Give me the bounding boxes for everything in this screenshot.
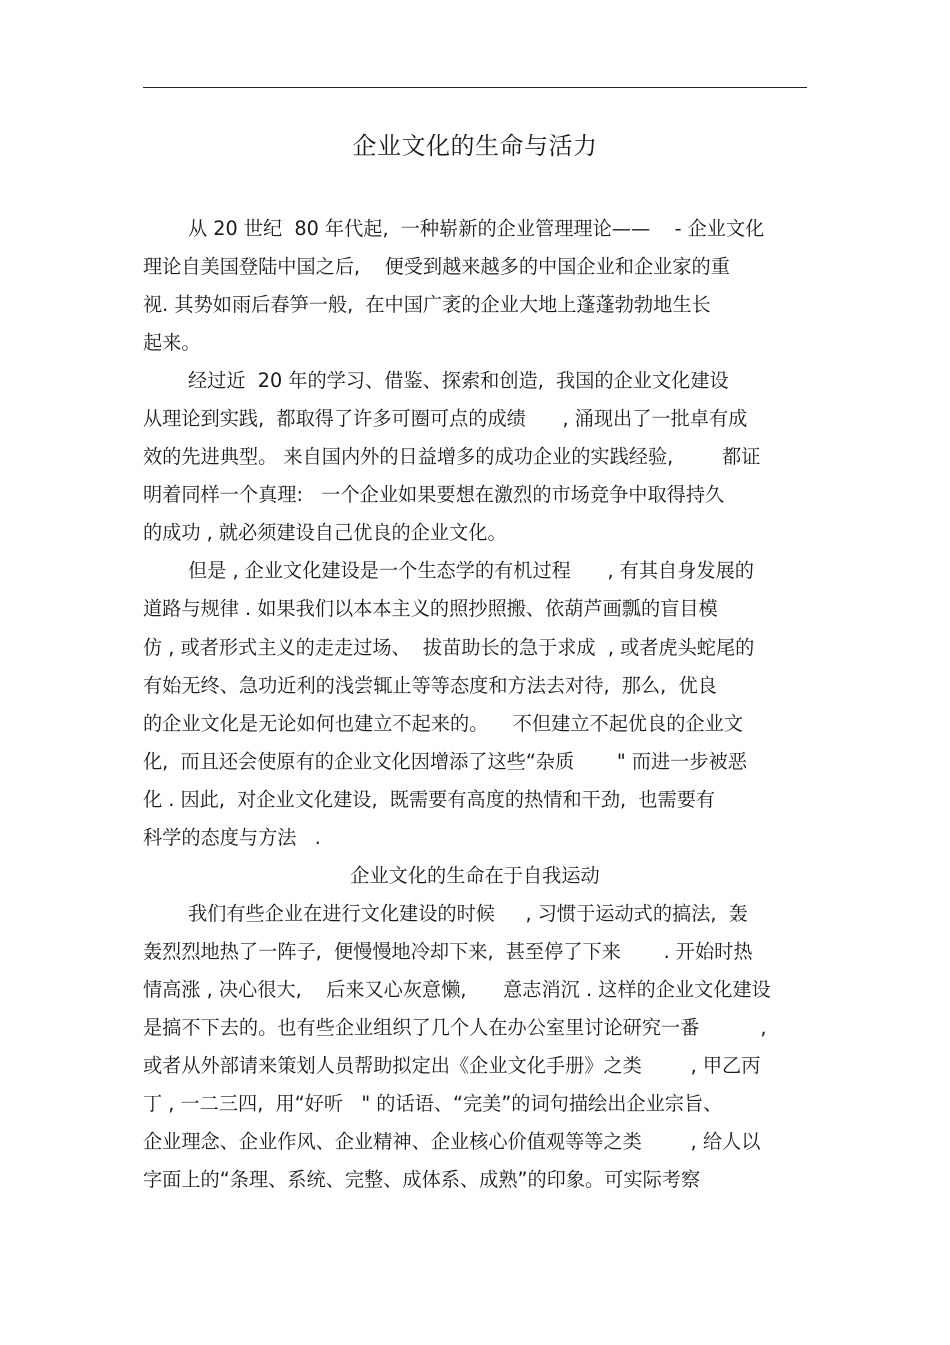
text-line: 明着同样一个真理: 一个企业如果要想在激烈的市场竞争中取得持久 xyxy=(143,483,725,507)
text-line: 轰烈烈地热了一阵子, 便慢慢地冷却下来, 甚至停了下来 . 开始时热 xyxy=(143,939,753,963)
text-line: 但是 , 企业文化建设是一个生态学的有机过程 , 有其自身发展的 xyxy=(188,559,754,583)
document-body xyxy=(143,210,807,1199)
text-line: 从理论到实践, 都取得了许多可圈可点的成绩 , 涌现出了一批卓有成 xyxy=(143,407,748,431)
text-line: 道路与规律 . 如果我们以本本主义的照抄照搬、依葫芦画瓢的盲目模 xyxy=(143,597,718,621)
section-heading: 企业文化的生命在于自我运动 xyxy=(350,863,600,887)
text-line: 化 . 因此, 对企业文化建设, 既需要有高度的热情和干劲, 也需要有 xyxy=(143,787,716,811)
text-line: 的企业文化是无论如何也建立不起来的。 不但建立不起优良的企业文 xyxy=(143,711,744,735)
text-line: 我们有些企业在进行文化建设的时候 , 习惯于运动式的搞法, 轰 xyxy=(188,901,748,925)
document-title: 企业文化的生命与活力 xyxy=(352,132,598,160)
header-rule xyxy=(143,87,807,88)
text-line: 仿 , 或者形式主义的走走过场、 拔苗助长的急于求成 , 或者虎头蛇尾的 xyxy=(143,635,755,659)
text-line: 起来。 xyxy=(143,331,201,355)
text-line: 科学的态度与方法 . xyxy=(143,825,321,849)
text-line: 有始无终、急功近利的浅尝辄止等等态度和方法去对待, 那么, 优良 xyxy=(143,673,717,697)
text-line: 从 20 世纪 80 年代起, 一种崭新的企业管理理论—— - 企业文化 xyxy=(188,217,765,240)
text-line: 企业理念、企业作风、企业精神、企业核心价值观等等之类 , 给人以 xyxy=(143,1130,761,1154)
text-line: 效的先进典型。 来自国内外的日益增多的成功企业的实践经验, 都证 xyxy=(143,445,761,469)
text-line: 视. 其势如雨后春笋一般, 在中国广袤的企业大地上蓬蓬勃勃地生长 xyxy=(143,293,711,317)
text-line: 情高涨 , 决心很大, 后来又心灰意懒, 意志消沉 . 这样的企业文化建设 xyxy=(143,977,771,1001)
text-line: 理论自美国登陆中国之后, 便受到越来越多的中国企业和企业家的重 xyxy=(143,255,730,279)
text-line: 或者从外部请来策划人员帮助拟定出《企业文化手册》之类 , 甲乙丙 xyxy=(143,1054,761,1078)
text-line: 是搞不下去的。也有些企业组织了几个人在办公室里讨论研究一番 , xyxy=(143,1015,767,1039)
text-line: 经过近 20 年的学习、借鉴、探索和创造, 我国的企业文化建设 xyxy=(188,369,729,393)
text-line: 化, 而且还会使原有的企业文化因增添了这些“杂质 " 而进一步被恶 xyxy=(143,749,747,773)
text-line: 丁 , 一二三四, 用“好听 " 的话语、“完美”的词句描绘出企业宗旨、 xyxy=(143,1092,723,1116)
text-line: 字面上的“条理、系统、完整、成体系、成熟”的印象。可实际考察 xyxy=(143,1168,701,1192)
text-line: 的成功 , 就必须建设自己优良的企业文化。 xyxy=(143,521,507,545)
